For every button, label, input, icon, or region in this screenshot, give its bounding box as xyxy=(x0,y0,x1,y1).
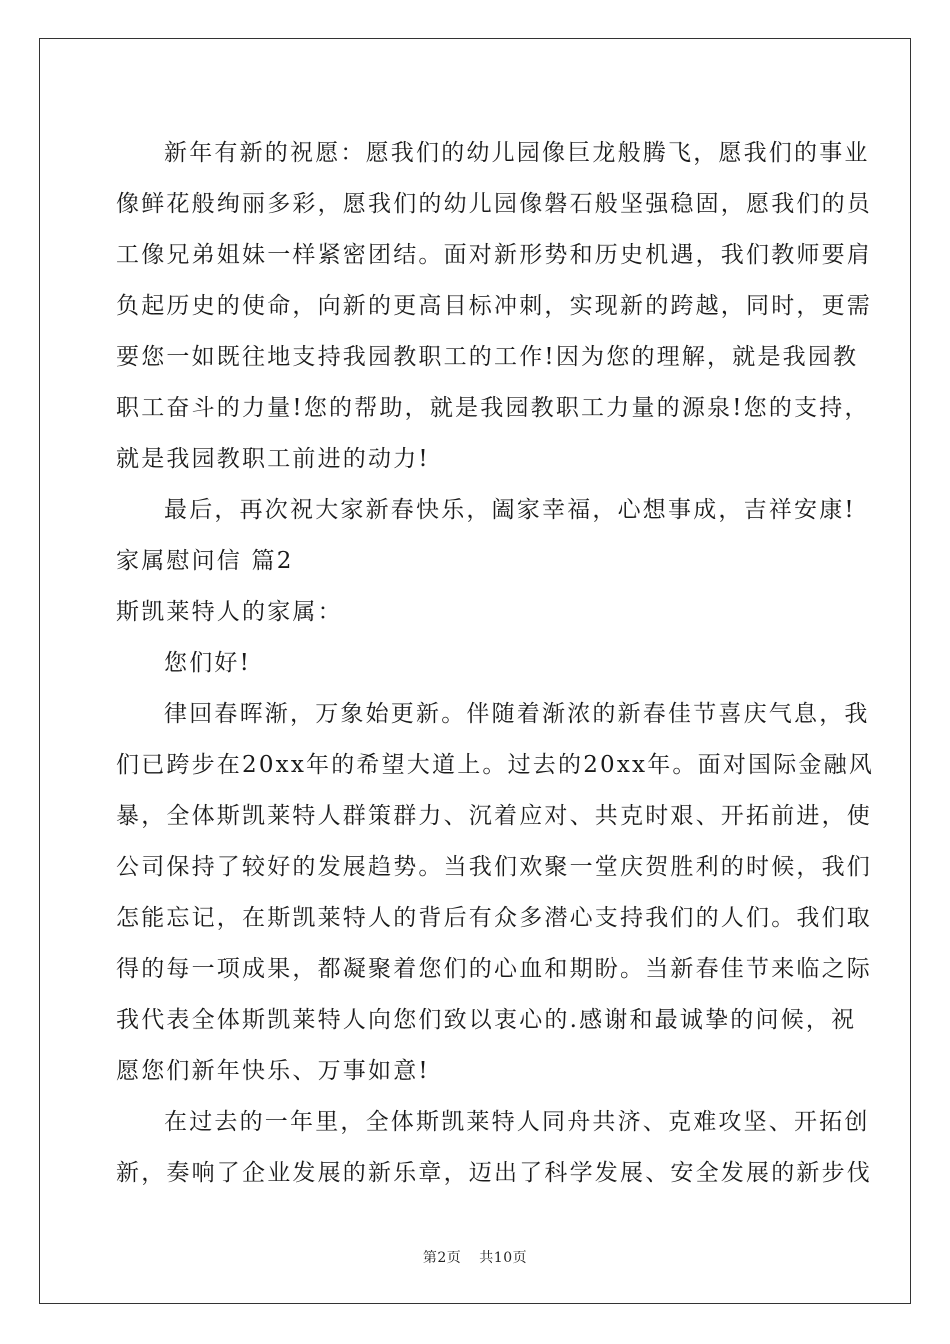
text-line: 新，奏响了企业发展的新乐章，迈出了科学发展、安全发展的新步伐 xyxy=(116,1160,872,1186)
page-number: 第2页 xyxy=(422,1250,462,1266)
text-line: 工像兄弟姐妹一样紧密团结。面对新形势和历史机遇，我们教师要肩 xyxy=(116,242,872,268)
text-line: 负起历史的使命，向新的更高目标冲刺，实现新的跨越，同时，更需 xyxy=(116,293,872,319)
greeting: 您们好! xyxy=(164,650,252,676)
text-line: 愿您们新年快乐、万事如意! xyxy=(116,1058,430,1084)
section-heading: 家属慰问信 篇2 xyxy=(116,548,294,574)
text-line: 职工奋斗的力量!您的帮助，就是我园教职工力量的源泉!您的支持， xyxy=(116,395,870,421)
text-line: 在过去的一年里，全体斯凯莱特人同舟共济、克难攻坚、开拓创 xyxy=(164,1109,870,1135)
document-body xyxy=(116,128,875,1199)
salutation: 斯凯莱特人的家属： xyxy=(116,599,343,625)
text-line: 我代表全体斯凯莱特人向您们致以衷心的.感谢和最诚挚的问候，祝 xyxy=(116,1007,857,1033)
text-line: 公司保持了较好的发展趋势。当我们欢聚一堂庆贺胜利的时候，我们 xyxy=(116,854,872,880)
text-line: 就是我园教职工前进的动力! xyxy=(116,446,430,472)
text-line: 律回春晖渐，万象始更新。伴随着渐浓的新春佳节喜庆气息，我 xyxy=(164,701,870,727)
text-line: 要您一如既往地支持我园教职工的工作!因为您的理解，就是我园教 xyxy=(116,344,859,370)
page-total: 共10页 xyxy=(479,1250,528,1266)
text-line: 像鲜花般绚丽多彩，愿我们的幼儿园像磐石般坚强稳固，愿我们的员 xyxy=(116,191,872,217)
text-line: 们已跨步在20xx年的希望大道上。过去的20xx年。面对国际金融风 xyxy=(116,752,875,778)
text-line: 最后，再次祝大家新春快乐，阖家幸福，心想事成，吉祥安康! xyxy=(164,497,856,523)
text-line: 怎能忘记，在斯凯莱特人的背后有众多潜心支持我们的人们。我们取 xyxy=(116,905,872,931)
page-footer xyxy=(0,1247,950,1267)
text-line: 得的每一项成果，都凝聚着您们的心血和期盼。当新春佳节来临之际 xyxy=(116,956,872,982)
text-line: 新年有新的祝愿：愿我们的幼儿园像巨龙般腾飞，愿我们的事业 xyxy=(164,140,870,166)
text-line: 暴，全体斯凯莱特人群策群力、沉着应对、共克时艰、开拓前进，使 xyxy=(116,803,872,829)
